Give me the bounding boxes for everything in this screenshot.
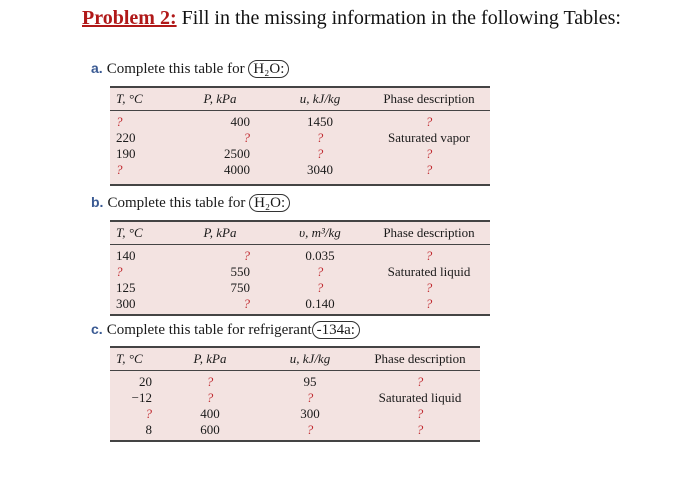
table-cell: ?: [243, 248, 250, 263]
table-cell: 300: [300, 406, 320, 421]
column-header: T, °C: [116, 91, 143, 106]
column-header: T, °C: [116, 351, 143, 366]
table-cell: 20: [139, 374, 152, 389]
table-cell: ?: [243, 130, 250, 145]
table-cell: 95: [303, 374, 317, 389]
table-cell: ?: [416, 374, 424, 389]
column-header: u, kJ/kg: [289, 351, 331, 366]
problem-label: Problem 2:: [82, 7, 177, 29]
table-cell: 1450: [307, 114, 333, 129]
table-cell: 400: [230, 114, 250, 129]
column-header: u, kJ/kg: [299, 91, 341, 106]
table-a-caption-text: Complete this table for: [106, 61, 245, 77]
table-cell: 140: [116, 248, 136, 263]
table-cell: ?: [316, 146, 324, 161]
table-cell: 300: [116, 296, 136, 311]
column-header: υ, m³/kg: [299, 225, 341, 240]
table-c-header-row: [110, 348, 480, 371]
table-cell: ?: [316, 264, 324, 279]
column-header: P, kPa: [203, 225, 237, 240]
column-header: Phase description: [383, 225, 475, 240]
table-c-letter: c.: [91, 321, 103, 337]
table-cell: ?: [425, 248, 433, 263]
table-cell: ?: [316, 130, 324, 145]
table-cell: ?: [116, 264, 123, 279]
table-cell: ?: [306, 390, 314, 405]
table-cell: ?: [425, 146, 433, 161]
table-cell: Saturated vapor: [388, 130, 470, 145]
table-b-letter: b.: [91, 194, 104, 210]
problem-heading: [82, 6, 642, 30]
table-cell: 3040: [307, 162, 333, 177]
table-cell: ?: [206, 390, 214, 405]
column-header: P, kPa: [203, 91, 237, 106]
table-cell: 400: [200, 406, 220, 421]
table-cell: 600: [200, 422, 220, 437]
table-a-substance: H₂O:: [248, 60, 289, 78]
column-header: T, °C: [116, 225, 143, 240]
table-c-caption-text: Complete this table for refrigerant: [106, 322, 312, 338]
table-cell: ?: [425, 162, 433, 177]
table-cell: ?: [425, 114, 433, 129]
column-header: Phase description: [383, 91, 475, 106]
column-header: P, kPa: [193, 351, 227, 366]
table-cell: 2500: [224, 146, 250, 161]
table-c-substance: -134a:: [312, 321, 360, 339]
table-cell: −12: [131, 390, 152, 405]
table-a-caption: [91, 60, 289, 78]
table-cell: Saturated liquid: [378, 390, 462, 405]
table-cell: ?: [425, 280, 433, 295]
table-b-substance: H₂O:: [249, 194, 290, 212]
table-a-letter: a.: [91, 60, 103, 76]
table-b-caption: [91, 194, 290, 212]
table-cell: ?: [116, 114, 123, 129]
table-cell: ?: [306, 422, 314, 437]
table-cell: 0.140: [305, 296, 335, 311]
table-cell: 190: [116, 146, 136, 161]
table-cell: Saturated liquid: [387, 264, 471, 279]
table-b: [110, 220, 490, 316]
table-cell: ?: [116, 162, 123, 177]
table-cell: ?: [316, 280, 324, 295]
table-a: [110, 86, 490, 186]
column-header: Phase description: [374, 351, 466, 366]
table-cell: 0.035: [305, 248, 335, 263]
table-cell: ?: [206, 374, 214, 389]
table-cell: ?: [425, 296, 433, 311]
problem-text: Fill in the missing information in the following Tables:: [181, 7, 621, 29]
table-cell: 125: [116, 280, 136, 295]
table-cell: 220: [116, 130, 136, 145]
table-cell: 550: [230, 264, 250, 279]
table-cell: ?: [416, 406, 424, 421]
table-c-caption: [91, 321, 360, 339]
table-cell: ?: [243, 296, 250, 311]
table-c: [110, 346, 480, 442]
table-cell: 4000: [224, 162, 250, 177]
table-b-header-row: [110, 222, 490, 245]
table-b-caption-text: Complete this table for: [107, 195, 246, 211]
table-cell: ?: [145, 406, 152, 421]
table-cell: 750: [230, 280, 250, 295]
table-cell: 8: [145, 422, 152, 437]
table-cell: ?: [416, 422, 424, 437]
table-a-header-row: [110, 88, 490, 111]
